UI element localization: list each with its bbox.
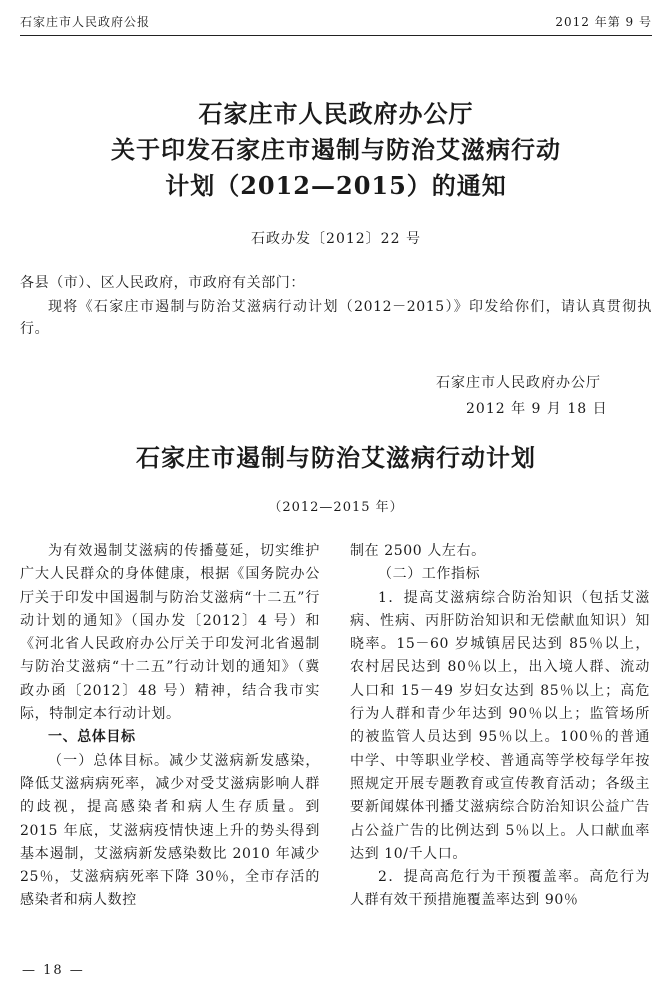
signature-date: 2012 年 9 月 18 日 — [466, 401, 608, 417]
notice-body: 现将《石家庄市遏制与防治艾滋病行动计划（2012－2015）》印发给你们，请认真贯彻执行。 — [20, 299, 652, 337]
subheading-work-indicators: （二）工作指标 — [378, 566, 481, 583]
notice-title — [30, 96, 642, 204]
plan-intro: 为有效遏制艾滋病的传播蔓延，切实维护广大人民群众的身体健康，根据《国务院办公厅关于印发中国遏制与防治艾滋病“十二五”行动计划的通知》（国办发〔2012〕4 号）和《河北省人民政府办公厅关于印发河北省遏制与防治艾滋病“十二五”行动计划的通知》（冀政办函〔2012〕48 号）精神，结合我市实际，特制定本行动计划。 — [20, 543, 320, 723]
addressee: 各县（市）、区人民政府，市政府有关部门： — [20, 275, 305, 291]
indicator-item-1: 1．提高艾滋病综合防治知识（包括艾滋病、性病、丙肝防治知识和无偿献血知识）知晓率。15－60 岁城镇居民达到 85％以上，农村居民达到 80％以上，出入境人群、流动人口和 15－49 岁妇女达到 85％以上；高危行为人群和青少年达到 90％以上；监管场所的被监管人员达到 95％以上。100％的普通中学、中等职业学校、普通高等学校每学年按照规定开展专题教育或宣传教育活动；各级主要新闻媒体刊播艾滋病综合防治知识公益广告占公益广告的比例达到 5％以上。人口献血率达到 10/千人口。 — [350, 589, 650, 862]
left-column — [20, 540, 320, 913]
notice-title-line-3: 计划（2012—2015）的通知 — [165, 171, 507, 200]
plan-period: （2012—2015 年） — [268, 500, 404, 515]
running-header — [20, 13, 652, 35]
plan-title: 石家庄市遏制与防治艾滋病行动计划 — [136, 443, 536, 472]
publication-name: 石家庄市人民政府公报 — [20, 15, 151, 29]
page-number: — 18 — — [22, 963, 85, 978]
notice-title-line-2: 关于印发石家庄市遏制与防治艾滋病行动 — [111, 135, 561, 164]
header-rule — [20, 35, 652, 36]
notice-title-line-1: 石家庄市人民政府办公厅 — [198, 99, 474, 128]
overall-goals-text: （一）总体目标。减少艾滋病新发感染，降低艾滋病病死率，减少对受艾滋病影响人群的歧视，提高感染者和病人生存质量。到 2015 年底，艾滋病疫情快速上升的势头得到基本遏制，艾滋病新发感染数比 2010 年减少 25％，艾滋病病死率下降 30％，全市存活的感染者和病人数控 — [20, 752, 320, 909]
indicator-item-2: 2．提高高危行为干预覆盖率。高危行为人群有效干预措施覆盖率达到 90％ — [350, 869, 650, 909]
overall-goals-continued: 制在 2500 人左右。 — [350, 543, 486, 559]
issue-number: 2012 年第 9 号 — [555, 15, 652, 29]
right-column — [350, 540, 650, 913]
document-number: 石政办发〔2012〕22 号 — [251, 231, 421, 247]
signature-organization: 石家庄市人民政府办公厅 — [436, 375, 601, 391]
section-heading-overall-goals: 一、总体目标 — [48, 729, 136, 746]
